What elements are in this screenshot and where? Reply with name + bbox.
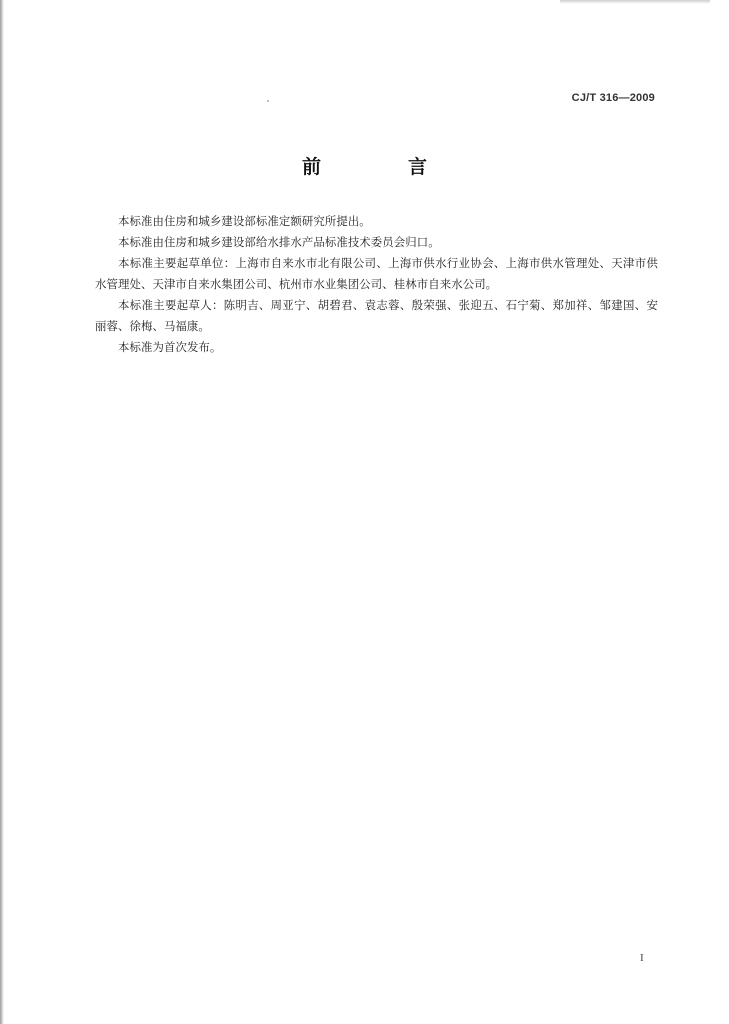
page-number: I xyxy=(640,952,644,964)
paragraph-proposer: 本标准由住房和城乡建设部标准定额研究所提出。 xyxy=(118,214,371,228)
paragraph-first-release: 本标准为首次发布。 xyxy=(118,340,222,354)
foreword-body xyxy=(95,211,658,358)
standard-code: CJ/T 316—2009 xyxy=(571,92,655,104)
page-title: 前 言 xyxy=(301,156,461,178)
paragraph-drafters: 本标准主要起草人：陈明吉、周亚宁、胡碧君、袁志蓉、殷荣强、张迎五、石宁菊、郑加祥、邹建国、安丽蓉、徐梅、马福康。 xyxy=(95,298,658,333)
scan-speck xyxy=(267,100,269,102)
scan-edge-top xyxy=(560,0,710,4)
paragraph-committee: 本标准由住房和城乡建设部给水排水产品标准技术委员会归口。 xyxy=(118,235,440,249)
paragraph-drafting-units: 本标准主要起草单位：上海市自来水市北有限公司、上海市供水行业协会、上海市供水管理处、天津市供水管理处、天津市自来水集团公司、杭州市水业集团公司、桂林市自来水公司。 xyxy=(95,256,658,291)
